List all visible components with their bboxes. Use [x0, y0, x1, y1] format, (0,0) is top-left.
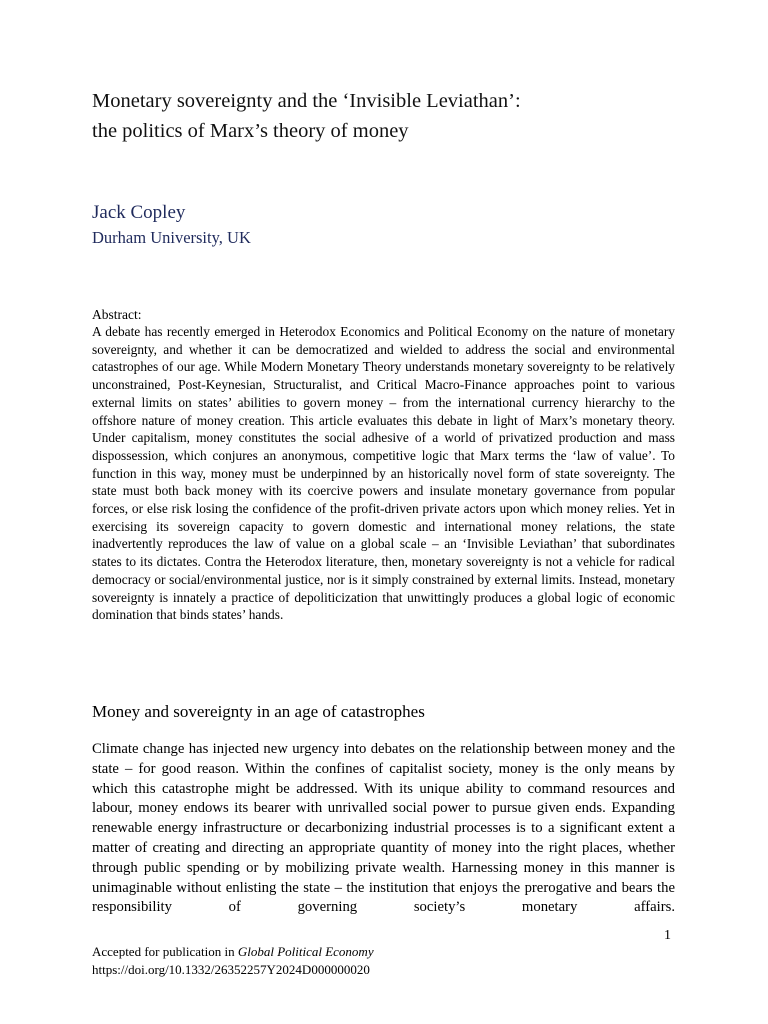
paper-title: [92, 86, 692, 146]
author-affiliation: Durham University, UK: [92, 228, 251, 247]
author-name: Jack Copley: [92, 202, 186, 223]
page-number: 1: [664, 928, 671, 943]
acceptance-prefix: Accepted for publication in: [92, 944, 238, 959]
section-paragraph: Climate change has injected new urgency into debates on the relationship between money and the state – for good reason. Within the confines of capitalist society, money is the only means by which this catastrophe might be addressed. With its unique ability to command resources and labour, money endows its bearer with unrivalled social power to pursue given ends. Expanding renewable energy infrastructure or decarbonizing industrial processes is to a significant extent a matter of creating and directing an appropriate quantity of money into the right places, whether through public spending or by mobilizing private wealth. Harnessing money in this manner is unimaginable without enlisting the state – the institution that enjoys the prerogative and bears the responsibility of governing society’s monetary affairs.: [92, 741, 675, 916]
abstract-label: Abstract:: [92, 307, 142, 322]
doi-link[interactable]: https://doi.org/10.1332/26352257Y2024D000000020: [92, 962, 370, 977]
journal-name: Global Political Economy: [237, 944, 374, 959]
section-heading: Money and sovereignty in an age of catastrophes: [92, 702, 425, 721]
title-line-1: Monetary sovereignty and the ‘Invisible Leviathan’:: [92, 90, 521, 112]
publication-footer: [92, 943, 374, 979]
abstract-text: A debate has recently emerged in Heterodox Economics and Political Economy on the nature of monetary sovereignty, and whether it can be democratized and wielded to address the social and environmental catastrophes of our age. While Modern Monetary Theory understands monetary sovereignty to be relatively unconstrained, Post-Keynesian, Structuralist, and Critical Macro-Finance approaches point to various external limits on states’ abilities to govern money – from the international currency hierarchy to the offshore nature of money creation. This article evaluates this debate in light of Marx’s monetary theory. Under capitalism, money constitutes the social adhesive of a world of privatized production and mass dispossession, which conjures an anonymous, competitive logic that Marx terms the ‘law of value’. To function in this way, money must be underpinned by an historically novel form of state sovereignty. The state must both back money with its coercive powers and insulate monetary governance from popular forces, or else risk losing the confidence of the profit-driven private actors upon which money relies. Yet in exercising its sovereign capacity to govern domestic and international money relations, the state inadvertently reproduces the law of value on a global scale – an ‘Invisible Leviathan’ that subordinates states to its dictates. Contra the Heterodox literature, then, monetary sovereignty is not a vehicle for radical democracy or social/environmental justice, nor is it simply constrained by external limits. Instead, monetary sovereignty is innately a practice of depoliticization that unwittingly produces a global logic of economic domination that binds states’ hands.: [92, 324, 675, 623]
title-line-2: the politics of Marx’s theory of money: [92, 120, 409, 142]
acceptance-note: [92, 943, 374, 961]
